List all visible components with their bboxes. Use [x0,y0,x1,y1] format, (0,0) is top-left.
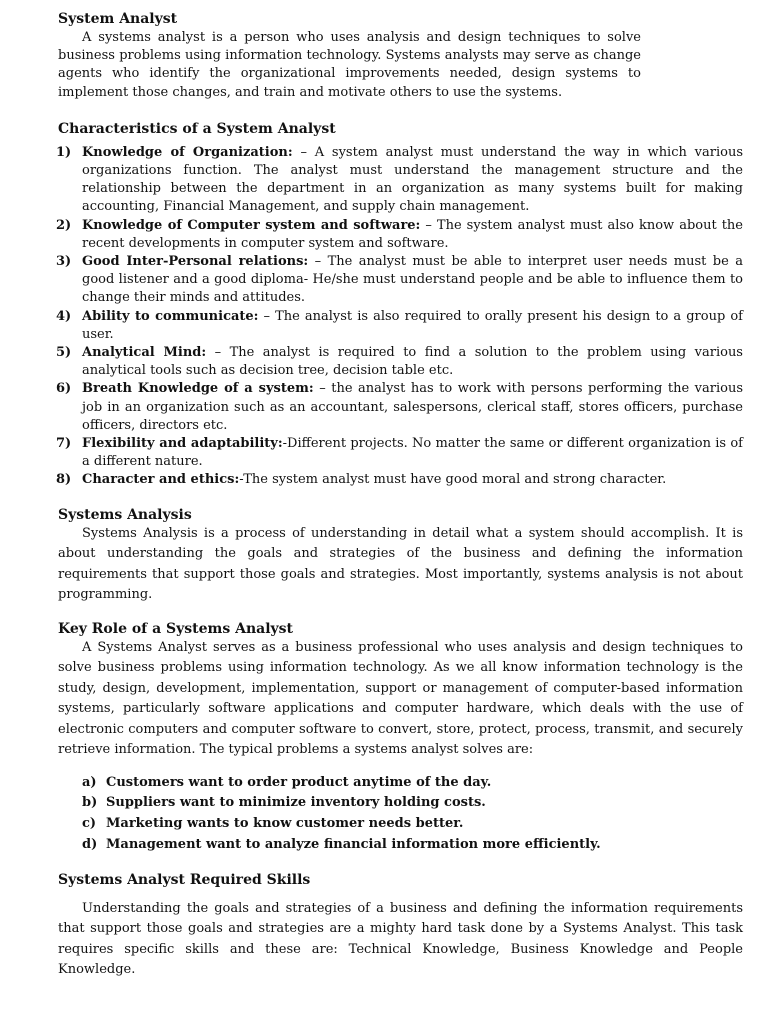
item-text: Customers want to order product anytime of the day. [106,774,492,790]
item-number: 8) [56,472,72,488]
item-text: – A system analyst must understand the way in which various organizations function. The analyst must understand the management structure and the relationship between the department in an organization as many systems built for making accounting, Financial Management, and supply chain management. [82,144,743,215]
item-number: 7) [56,436,72,452]
list-item [58,380,743,435]
list-item [58,773,743,794]
key-role-section [58,620,743,856]
characteristics-section [58,120,743,490]
list-item [58,344,743,380]
item-text: – The analyst is required to find a solution to the problem using various analytical tools such as decision tree, decision table etc. [82,345,743,379]
required-skills-section [58,871,743,981]
section-paragraph: A Systems Analyst serves as a business professional who uses analysis and design techniques to solve business problems using information technology. As we all know information technology is the study, design, development, implementation, support or management of computer-based information systems, particularly software applications and computer hardware, which deals with the use of electronic computers and computer software to convert, store, protect, process, transmit, and securely retrieve information. The typical problems a systems analyst solves are: [58,639,743,758]
item-title: Breath Knowledge of a system: [82,381,314,397]
item-text: -Different projects. No matter the same or different organization is of a different nature. [82,436,743,470]
item-number: 1) [56,144,72,160]
item-letter: d) [82,837,98,853]
item-number: 4) [56,308,72,324]
item-text: Management want to analyze financial information more efficiently. [106,837,601,853]
section-heading: Systems Analyst Required Skills [58,871,311,888]
section-heading: Systems Analysis [58,506,192,523]
characteristics-list [58,144,743,490]
list-item [58,814,743,835]
item-number: 5) [56,345,72,361]
item-title: Character and ethics: [82,472,240,488]
document-page [58,10,743,981]
problems-list [58,773,743,856]
item-title: Knowledge of Organization: [82,144,293,160]
item-title: Flexibility and adaptability: [82,436,283,452]
list-item [58,471,743,489]
item-title: Good Inter-Personal relations: [82,254,309,270]
item-number: 6) [56,381,72,397]
item-text: – The analyst must be able to interpret user needs must be a good listener and a good diploma- He/she must understand people and be able to influence them to change their minds and attitudes. [82,254,743,306]
item-number: 3) [56,254,72,270]
section-heading: Characteristics of a System Analyst [58,120,336,137]
item-letter: b) [82,795,98,811]
item-text: – The analyst is also required to orally present his design to a group of user. [82,308,743,342]
item-title: Ability to communicate: [82,308,259,324]
section-heading: Key Role of a Systems Analyst [58,620,294,637]
section-paragraph: Understanding the goals and strategies of a business and defining the information requirements that support those goals and strategies are a mighty hard task done by a Systems Analyst. This task requires specific skills and these are: Technical Knowledge, Business Knowledge and People Knowledge. [58,900,743,978]
item-number: 2) [56,217,72,233]
item-text: – the analyst has to work with persons performing the various job in an organization such as an accountant, salespersons, clerical staff, stores officers, purchase officers, directors etc. [82,381,743,433]
section-paragraph: Systems Analysis is a process of understanding in detail what a system should accomplish. It is about understanding the goals and strategies of the business and defining the information requirements that support those goals and strategies. Most importantly, systems analysis is not about programming. [58,525,743,603]
list-item [58,253,743,308]
item-letter: a) [82,774,97,790]
list-item [58,835,743,856]
item-title: Analytical Mind: [82,345,207,361]
item-title: Knowledge of Computer system and software: [82,217,421,233]
systems-analysis-section [58,506,743,606]
item-letter: c) [82,816,97,832]
list-item [58,308,743,344]
list-item [58,435,743,471]
item-text: Marketing wants to know customer needs better. [106,816,464,832]
item-text: Suppliers want to minimize inventory holding costs. [106,795,486,811]
list-item [58,217,743,253]
section-heading: System Analyst [58,11,178,27]
list-item [58,793,743,814]
item-text: – The system analyst must also know about the recent developments in computer system and software. [82,217,744,251]
item-text: -The system analyst must have good moral and strong character. [239,472,667,488]
system-analyst-section [58,10,641,102]
list-item [58,144,743,217]
section-paragraph: A systems analyst is a person who uses analysis and design techniques to solve business problems using information technology. Systems analysts may serve as change agents who identify the organizational improvements needed, design systems to implement those changes, and train and motivate others to use the systems. [58,30,641,100]
